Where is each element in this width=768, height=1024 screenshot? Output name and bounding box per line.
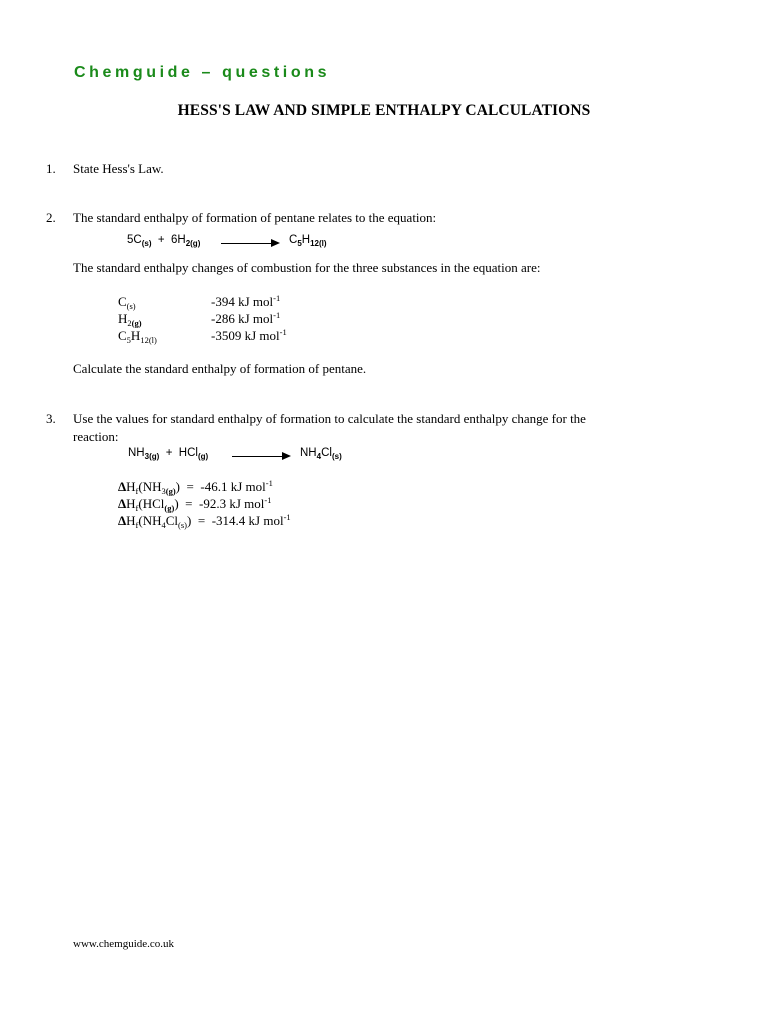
equation-pentane-product: $C_5H_{12(l)}$ bbox=[289, 234, 327, 248]
footer-url: www.chemguide.co.uk bbox=[73, 938, 175, 950]
table-row-formula: $C_5H_{12(l)}$ bbox=[118, 328, 157, 345]
enthalpy-data-row: $\Delta H_f(NH_4Cl_{(s)}) = -314.4$ kJ mol$^{-1}$ bbox=[118, 512, 291, 530]
enthalpy-data-row: $\Delta H_f(NH_{3(g)}) = -46.1$ kJ mol$^{-1}$ bbox=[118, 478, 273, 496]
question-2-text: The standard enthalpy of formation of pentane relates to the equation: bbox=[73, 210, 437, 225]
equation-pentane-reactants: $5C_{(s)} + 6H_{2(g)}$ bbox=[127, 234, 201, 248]
question-2-table-intro: The standard enthalpy changes of combustion for the three substances in the equation are: bbox=[73, 260, 541, 275]
question-3-text-line2: reaction: bbox=[73, 429, 119, 444]
question-1-text: State Hess's Law. bbox=[73, 161, 164, 176]
question-1-number: 1. bbox=[46, 161, 56, 176]
question-2-task: Calculate the standard enthalpy of formation of pentane. bbox=[73, 361, 367, 376]
table-row-value: -286 kJ mol$^{-1}$ bbox=[211, 310, 281, 326]
question-3-text-line1: Use the values for standard enthalpy of formation to calculate the standard enthalpy change for the bbox=[73, 411, 586, 426]
question-3-number: 3. bbox=[46, 411, 56, 426]
question-2-number: 2. bbox=[46, 210, 56, 225]
equation-ammonium-product: $NH_4Cl_{(s)}$ bbox=[300, 447, 342, 461]
page-title: HESS'S LAW AND SIMPLE ENTHALPY CALCULATIONS bbox=[177, 102, 591, 119]
table-row-formula: $C_{(s)}$ bbox=[118, 294, 136, 311]
equation-ammonium-reactants: $NH_{3(g)} + HCl_{(g)}$ bbox=[128, 447, 209, 461]
reaction-arrow-icon bbox=[232, 450, 290, 462]
table-row-formula: $H_{2(g)}$ bbox=[118, 311, 142, 328]
table-row-value: -394 kJ mol$^{-1}$ bbox=[211, 293, 281, 309]
reaction-arrow-icon bbox=[221, 237, 279, 249]
site-brand: Chemguide – questions bbox=[74, 64, 331, 81]
table-row-value: -3509 kJ mol$^{-1}$ bbox=[211, 327, 287, 343]
enthalpy-data-row: $\Delta H_f(HCl_{(g)}) = -92.3$ kJ mol$^{-1}$ bbox=[118, 495, 272, 513]
